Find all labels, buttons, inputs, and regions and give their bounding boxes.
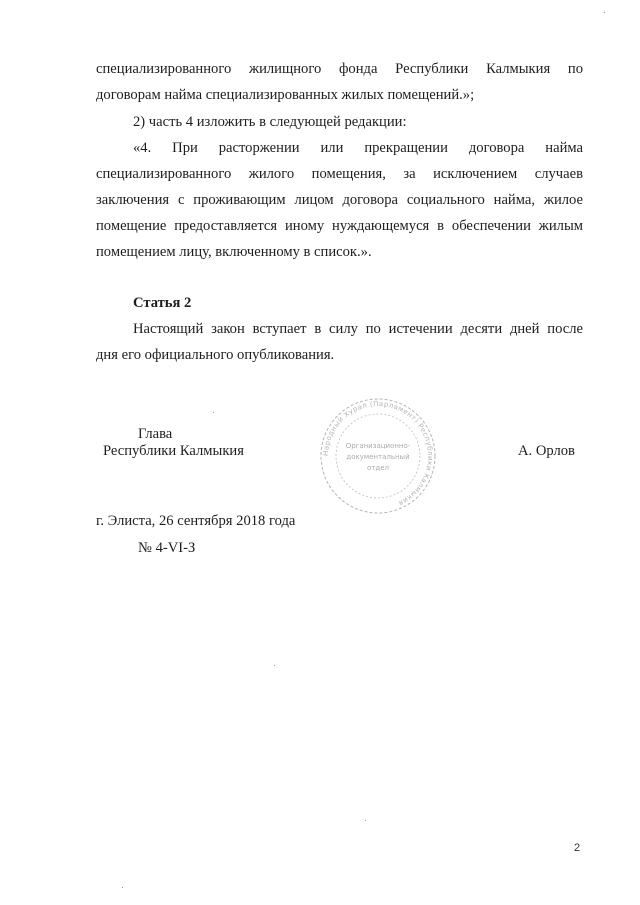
place-and-date: г. Элиста, 26 сентября 2018 года <box>96 513 296 529</box>
body-line-3: 2) часть 4 изложить в следующей редакции: <box>133 114 407 130</box>
scan-speck <box>604 12 605 13</box>
seal-center-line-1: Организационно- <box>345 442 411 450</box>
scan-speck <box>365 820 366 821</box>
scan-speck <box>274 665 275 666</box>
article-line-1: Настоящий закон вступает в силу по истечении десяти дней после <box>133 321 583 337</box>
body-line-8: помещением лицу, включенному в список.». <box>96 244 372 260</box>
body-line-4: «4. При расторжении или прекращении договора найма <box>133 140 583 156</box>
body-line-1: специализированного жилищного фонда Республики Калмыкия по <box>96 61 583 77</box>
signature-title-line-2: Республики Калмыкия <box>103 443 244 459</box>
body-line-7: помещение предоставляется иному нуждающемуся в обеспечении жилым <box>96 218 583 234</box>
scan-speck <box>122 887 123 888</box>
page-number: 2 <box>574 842 581 854</box>
article-heading: Статья 2 <box>133 295 192 311</box>
article-line-2: дня его официального опубликования. <box>96 347 335 363</box>
seal-outer-text: Народный Хурал (Парламент) Республики Калмыкия <box>321 399 435 508</box>
signature-name: А. Орлов <box>518 443 575 459</box>
law-number: № 4-VI-З <box>138 540 196 556</box>
body-line-5: специализированного жилого помещения, за исключением случаев <box>96 166 583 182</box>
seal-center-line-3: отдел <box>367 464 389 472</box>
scan-speck <box>213 412 214 413</box>
body-line-2: договорам найма специализированных жилых помещений.»; <box>96 87 475 103</box>
seal-center-line-2: документальный <box>346 453 410 461</box>
official-seal-stamp <box>318 396 438 516</box>
body-line-6: заключения с проживающим лицом договора социального найма, жилое <box>96 192 583 208</box>
signature-title-line-1: Глава <box>138 426 173 442</box>
